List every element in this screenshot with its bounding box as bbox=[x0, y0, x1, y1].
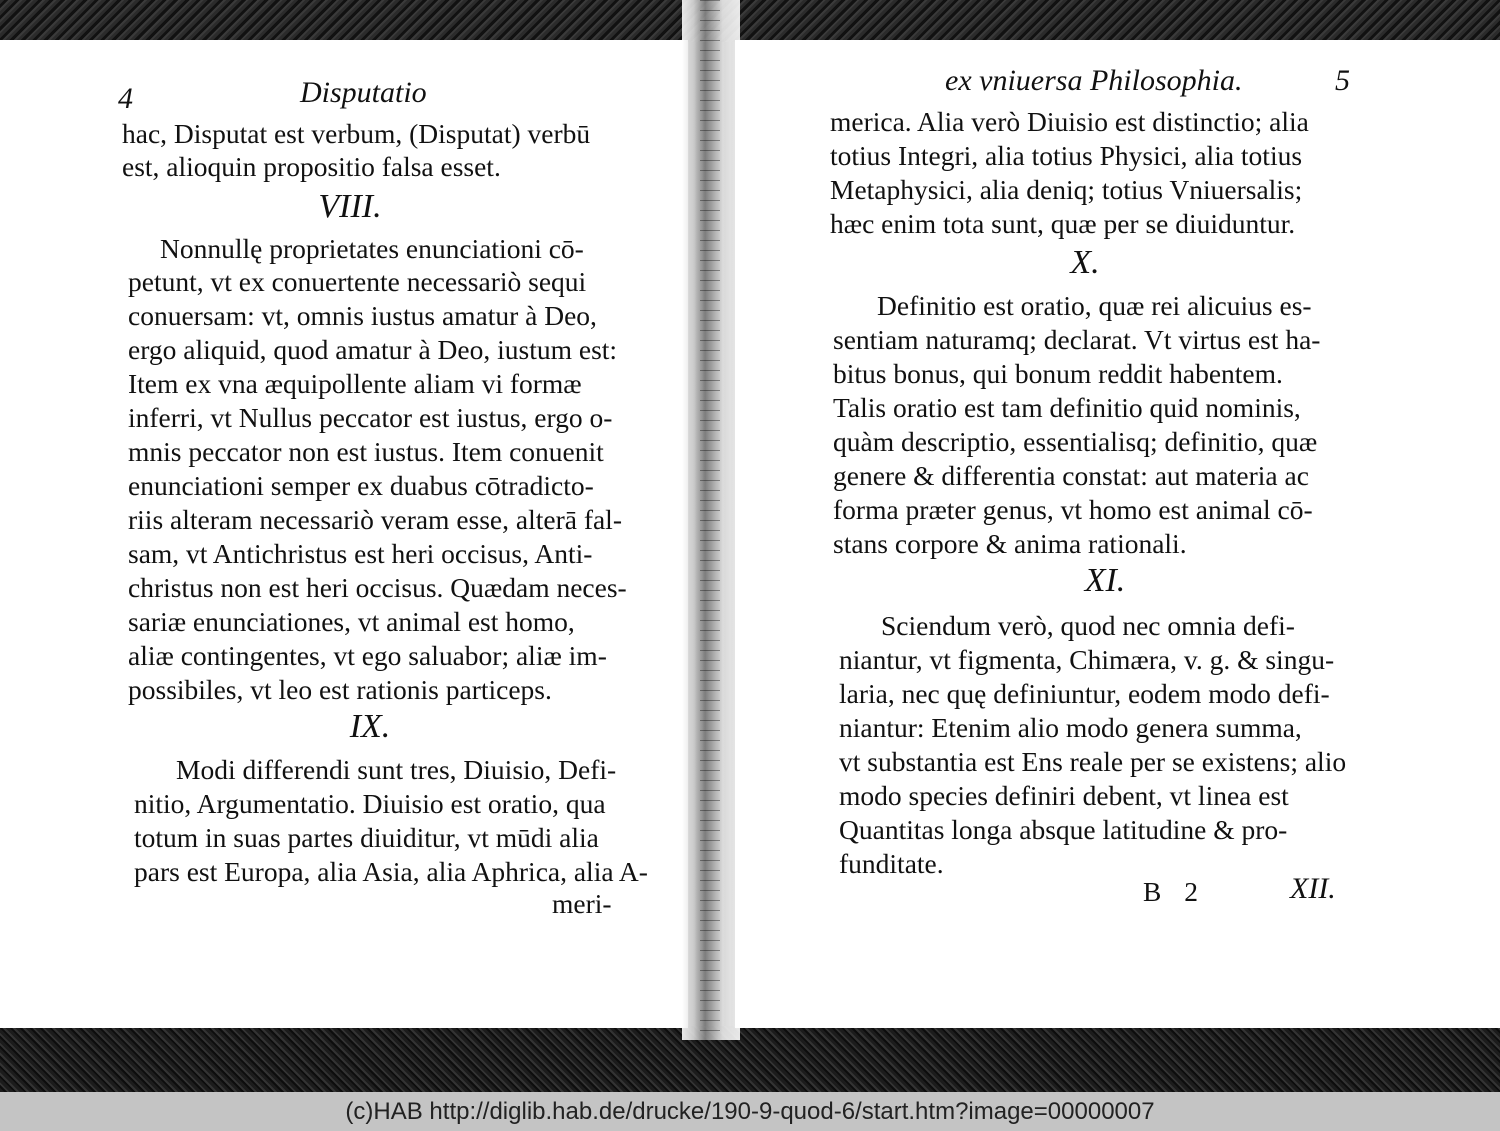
text-line: ergo aliquid, quod amatur à Deo, iustum est: bbox=[128, 334, 618, 365]
text-line: hac, Disputat est verbum, (Disputat) verbū bbox=[122, 118, 591, 149]
left-page-number: 4 bbox=[118, 82, 133, 115]
left-running-title: Disputatio bbox=[300, 76, 427, 109]
text-line: aliæ contingentes, vt ego saluabor; aliæ im- bbox=[128, 640, 607, 671]
text-line: inferri, vt Nullus peccator est iustus, ergo o- bbox=[128, 402, 613, 433]
text-line: enunciationi semper ex duabus cōtradicto- bbox=[128, 470, 594, 501]
text-line: quàm descriptio, essentialisq; definitio, quæ bbox=[833, 426, 1318, 457]
text-line: niantur: Etenim alio modo genera summa, bbox=[839, 712, 1302, 743]
text-line: conuersam: vt, omnis iustus amatur à Deo, bbox=[128, 300, 597, 331]
text-line: Sciendum verò, quod nec omnia defi- bbox=[881, 610, 1295, 641]
catchword: meri- bbox=[552, 888, 612, 919]
text-line: petunt, vt ex conuertente necessariò sequi bbox=[128, 266, 587, 297]
text-line: mnis peccator non est iustus. Item conuenit bbox=[128, 436, 604, 467]
right-page-number: 5 bbox=[1335, 64, 1350, 97]
right-running-title: ex vniuersa Philosophia. bbox=[945, 64, 1243, 97]
text-line: forma præter genus, vt homo est animal cō- bbox=[833, 494, 1313, 525]
text-line: sentiam naturamq; declarat. Vt virtus est ha- bbox=[833, 324, 1321, 355]
text-line: totius Integri, alia totius Physici, alia totius bbox=[830, 140, 1303, 171]
text-line: vt substantia est Ens reale per se existens; alio bbox=[839, 746, 1347, 777]
text-line: possibiles, vt leo est rationis particeps. bbox=[128, 674, 552, 705]
text-line: genere & differentia constat: aut materia ac bbox=[833, 460, 1309, 491]
text-line: Definitio est oratio, quæ rei alicuius es- bbox=[877, 290, 1312, 321]
text-line: laria, nec quę definiuntur, eodem modo defi- bbox=[839, 678, 1330, 709]
text-line: est, alioquin propositio falsa esset. bbox=[122, 151, 501, 182]
section-heading-xi: XI. bbox=[1084, 562, 1126, 599]
text-line: modo species definiri debent, vt linea est bbox=[839, 780, 1289, 811]
section-heading-viii: VIII. bbox=[318, 188, 382, 225]
text-line: Modi differendi sunt tres, Diuisio, Defi- bbox=[176, 754, 617, 785]
text-line: niantur, vt figmenta, Chimæra, v. g. & singu- bbox=[839, 644, 1335, 675]
text-line: totum in suas partes diuiditur, vt mūdi alia bbox=[134, 822, 599, 853]
section-heading-ix: IX. bbox=[349, 708, 391, 745]
text-line: Nonnullę proprietates enunciationi cō- bbox=[160, 233, 584, 264]
text-line: stans corpore & anima rationali. bbox=[833, 528, 1187, 559]
text-line: Quantitas longa absque latitudine & pro- bbox=[839, 814, 1288, 845]
text-line: Talis oratio est tam definitio quid nominis, bbox=[833, 392, 1301, 423]
gutter-shadow bbox=[700, 0, 720, 1040]
text-line: christus non est heri occisus. Quædam neces- bbox=[128, 572, 627, 603]
text-line: sariæ enunciationes, vt animal est homo, bbox=[128, 606, 575, 637]
text-line: Item ex vna æquipollente aliam vi formæ bbox=[128, 368, 582, 399]
text-line: nitio, Argumentatio. Diuisio est oratio, qua bbox=[134, 788, 606, 819]
scan-top-edge bbox=[0, 0, 1500, 42]
text-line: riis alteram necessariò veram esse, alterā fal- bbox=[128, 504, 622, 535]
section-heading-x: X. bbox=[1070, 244, 1100, 281]
text-line: merica. Alia verò Diuisio est distinctio; alia bbox=[830, 106, 1309, 137]
right-page bbox=[735, 40, 1500, 1028]
text-line: Metaphysici, alia deniq; totius Vniuersalis; bbox=[830, 174, 1303, 205]
text-line: bitus bonus, qui bonum reddit habentem. bbox=[833, 358, 1283, 389]
catchword: XII. bbox=[1290, 872, 1336, 905]
scan-bottom-edge bbox=[0, 1026, 1500, 1092]
signature-mark: B 2 bbox=[1143, 876, 1206, 907]
text-line: pars est Europa, alia Asia, alia Aphrica, alia A- bbox=[134, 856, 648, 887]
text-line: hæc enim tota sunt, quæ per se diuiduntur. bbox=[830, 208, 1296, 239]
left-page bbox=[0, 40, 688, 1028]
text-line: sam, vt Antichristus est heri occisus, Anti- bbox=[128, 538, 593, 569]
copyright-footer: (c)HAB http://diglib.hab.de/drucke/190-9-quod-6/start.htm?image=00000007 bbox=[0, 1092, 1500, 1131]
text-line: funditate. bbox=[839, 848, 944, 879]
